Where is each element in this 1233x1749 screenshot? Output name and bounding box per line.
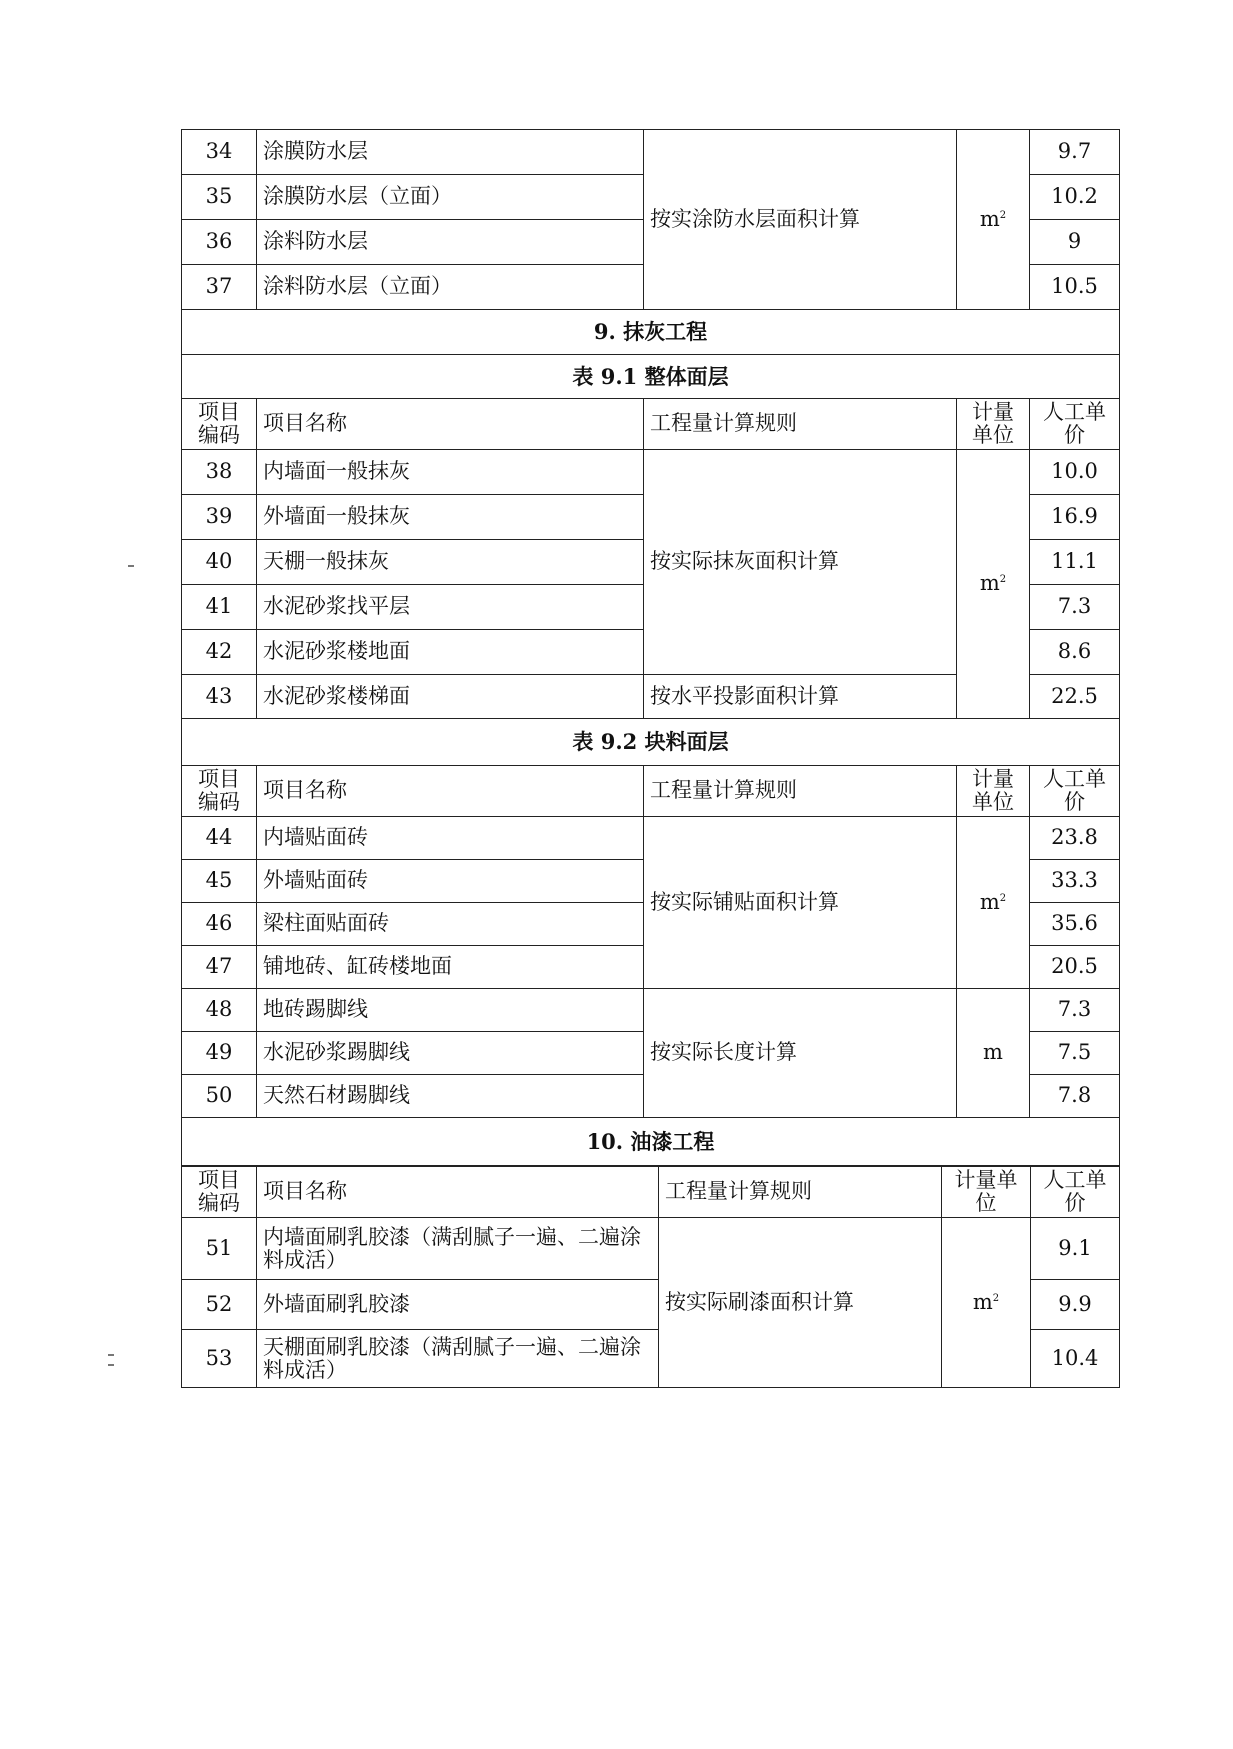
header-code: 项目编码 (182, 399, 257, 450)
row-code: 43 (182, 675, 257, 719)
unit-cell: m (957, 989, 1030, 1118)
rule-cell: 按实际抹灰面积计算 (644, 450, 957, 675)
row-name: 外墙贴面砖 (257, 860, 644, 903)
row-code: 48 (182, 989, 257, 1032)
table-row (182, 817, 1120, 860)
rule-cell: 按实际长度计算 (644, 989, 957, 1118)
row-name: 天棚一般抹灰 (257, 540, 644, 585)
row-name: 内墙面一般抹灰 (257, 450, 644, 495)
row-name: 地砖踢脚线 (257, 989, 644, 1032)
row-code: 49 (182, 1032, 257, 1075)
row-name: 涂料防水层（立面） (257, 265, 644, 310)
unit-cell: $m^2$ (942, 1218, 1031, 1388)
header-price: 人工单价 (1030, 399, 1120, 450)
row-code: 35 (182, 175, 257, 220)
row-price: 35.6 (1030, 903, 1120, 946)
row-price: 7.3 (1030, 989, 1120, 1032)
header-rule: 工程量计算规则 (644, 399, 957, 450)
section-row (182, 355, 1120, 399)
table-header-row (182, 399, 1120, 450)
row-price: 10.0 (1030, 450, 1120, 495)
row-price: 9.9 (1031, 1280, 1120, 1330)
rule-cell: 按实涂防水层面积计算 (644, 130, 957, 310)
row-price: 22.5 (1030, 675, 1120, 719)
section-row (182, 719, 1120, 766)
header-code: 项目编码 (182, 766, 257, 817)
section-10-title: 10. 油漆工程 (182, 1118, 1120, 1167)
row-price: 7.8 (1030, 1075, 1120, 1118)
header-code: 项目编码 (182, 1166, 257, 1218)
row-name: 水泥砂浆找平层 (257, 585, 644, 630)
header-name: 项目名称 (257, 1166, 659, 1218)
table-row (182, 450, 1120, 495)
row-name: 涂料防水层 (257, 220, 644, 265)
rule-cell: 按实际铺贴面积计算 (644, 817, 957, 989)
table-header-row (182, 766, 1120, 817)
row-code: 42 (182, 630, 257, 675)
row-price: 11.1 (1030, 540, 1120, 585)
table-9-1-title: 表 9.1 整体面层 (182, 355, 1120, 399)
unit-cell: $m^2$ (957, 450, 1030, 719)
row-price: 8.6 (1030, 630, 1120, 675)
section-row (182, 1118, 1120, 1167)
rule-cell: 按水平投影面积计算 (644, 675, 957, 719)
row-code: 51 (182, 1218, 257, 1280)
row-name: 水泥砂浆楼梯面 (257, 675, 644, 719)
table-row (182, 130, 1120, 175)
document-page (181, 129, 1119, 1388)
row-name: 内墙贴面砖 (257, 817, 644, 860)
table-9-2-title: 表 9.2 块料面层 (182, 719, 1120, 766)
row-name: 天然石材踢脚线 (257, 1075, 644, 1118)
row-price: 9.7 (1030, 130, 1120, 175)
row-code: 41 (182, 585, 257, 630)
table-header-row (182, 1166, 1120, 1218)
row-price: 10.5 (1030, 265, 1120, 310)
row-code: 40 (182, 540, 257, 585)
table-waterproof (181, 129, 1120, 1167)
header-rule: 工程量计算规则 (644, 766, 957, 817)
unit-cell: $m^2$ (957, 130, 1030, 310)
header-rule: 工程量计算规则 (659, 1166, 942, 1218)
scan-mark (108, 1364, 114, 1366)
row-name: 梁柱面贴面砖 (257, 903, 644, 946)
header-price: 人工单价 (1031, 1166, 1120, 1218)
row-code: 39 (182, 495, 257, 540)
row-code: 45 (182, 860, 257, 903)
row-price: 20.5 (1030, 946, 1120, 989)
row-name: 水泥砂浆楼地面 (257, 630, 644, 675)
table-row (182, 989, 1120, 1032)
row-name: 外墙面刷乳胶漆 (257, 1280, 659, 1330)
row-price: 23.8 (1030, 817, 1120, 860)
row-code: 34 (182, 130, 257, 175)
row-price: 10.2 (1030, 175, 1120, 220)
table-row (182, 1218, 1120, 1280)
section-9-title: 9. 抹灰工程 (182, 310, 1120, 355)
row-code: 38 (182, 450, 257, 495)
scan-mark (108, 1354, 114, 1356)
header-unit: 计量单位 (957, 766, 1030, 817)
row-code: 36 (182, 220, 257, 265)
row-price: 16.9 (1030, 495, 1120, 540)
header-unit: 计量单位 (957, 399, 1030, 450)
row-name: 内墙面刷乳胶漆（满刮腻子一遍、二遍涂料成活） (257, 1218, 659, 1280)
unit-cell: $m^2$ (957, 817, 1030, 989)
row-code: 50 (182, 1075, 257, 1118)
header-price: 人工单价 (1030, 766, 1120, 817)
header-name: 项目名称 (257, 766, 644, 817)
row-name: 天棚面刷乳胶漆（满刮腻子一遍、二遍涂料成活） (257, 1330, 659, 1388)
row-code: 53 (182, 1330, 257, 1388)
row-name: 水泥砂浆踢脚线 (257, 1032, 644, 1075)
row-price: 9.1 (1031, 1218, 1120, 1280)
rule-cell: 按实际刷漆面积计算 (659, 1218, 942, 1388)
scan-mark (128, 565, 134, 567)
row-name: 涂膜防水层 (257, 130, 644, 175)
row-price: 33.3 (1030, 860, 1120, 903)
row-name: 铺地砖、缸砖楼地面 (257, 946, 644, 989)
header-name: 项目名称 (257, 399, 644, 450)
row-code: 44 (182, 817, 257, 860)
section-row (182, 310, 1120, 355)
row-price: 7.3 (1030, 585, 1120, 630)
row-code: 46 (182, 903, 257, 946)
row-price: 9 (1030, 220, 1120, 265)
table-painting (181, 1165, 1120, 1388)
row-code: 47 (182, 946, 257, 989)
row-price: 10.4 (1031, 1330, 1120, 1388)
row-name: 涂膜防水层（立面） (257, 175, 644, 220)
row-code: 37 (182, 265, 257, 310)
row-name: 外墙面一般抹灰 (257, 495, 644, 540)
row-price: 7.5 (1030, 1032, 1120, 1075)
row-code: 52 (182, 1280, 257, 1330)
header-unit: 计量单位 (942, 1166, 1031, 1218)
